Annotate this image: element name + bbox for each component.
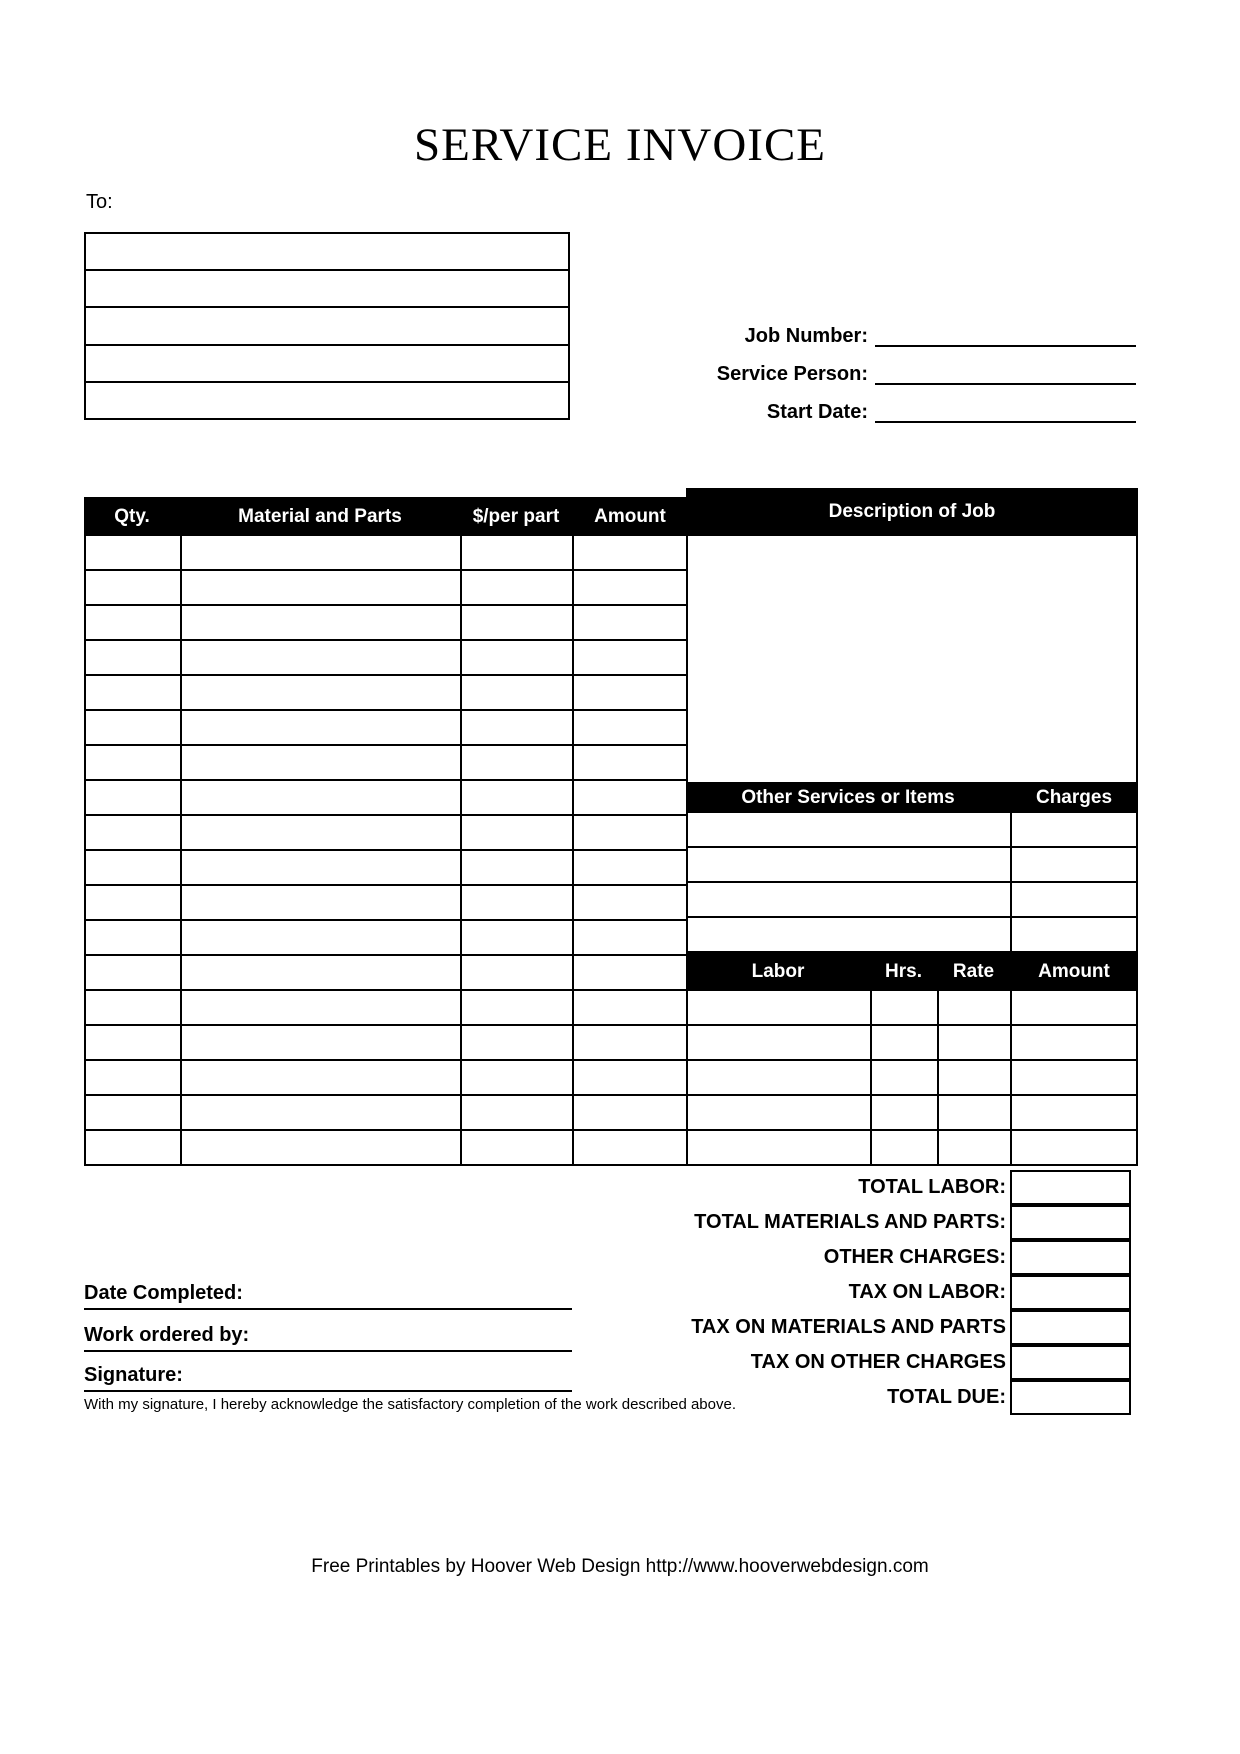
blank-cell xyxy=(180,886,460,919)
column-header-labor-amount: Amount xyxy=(1038,961,1110,982)
blank-cell xyxy=(180,1026,460,1059)
description-of-job-label: Description of Job xyxy=(828,501,996,522)
blank-row xyxy=(1010,1380,1131,1415)
blank-cell xyxy=(688,848,1010,881)
blank-cell xyxy=(870,1131,937,1164)
blank-row xyxy=(1010,1170,1131,1205)
start-date-field xyxy=(620,397,1136,423)
page-title: SERVICE INVOICE xyxy=(413,119,827,171)
blank-cell xyxy=(1010,1131,1136,1164)
blank-row xyxy=(86,814,686,849)
blank-cell xyxy=(180,641,460,674)
blank-cell xyxy=(572,956,686,989)
blank-cell xyxy=(180,991,460,1024)
blank-cell xyxy=(460,1061,572,1094)
blank-cell xyxy=(572,1061,686,1094)
blank-cell xyxy=(180,921,460,954)
blank-cell xyxy=(86,781,180,814)
total-materials-and-parts-label: TOTAL MATERIALS AND PARTS: xyxy=(694,1211,1006,1233)
blank-cell xyxy=(180,956,460,989)
service-person-field xyxy=(620,359,1136,385)
blank-cell xyxy=(86,816,180,849)
blank-row xyxy=(86,1129,686,1164)
blank-cell xyxy=(180,536,460,569)
blank-row xyxy=(688,1024,1136,1059)
blank-cell xyxy=(86,234,568,269)
blank-cell xyxy=(870,991,937,1024)
job-number-blank-line xyxy=(875,321,1136,347)
blank-row xyxy=(86,779,686,814)
blank-row xyxy=(1010,1345,1131,1380)
to-label: To: xyxy=(86,191,113,213)
blank-row xyxy=(86,269,568,306)
blank-cell xyxy=(86,383,568,418)
blank-row xyxy=(86,744,686,779)
signature-disclaimer: With my signature, I hereby acknowledge the satisfactory completion of the work described above. xyxy=(84,1396,736,1413)
blank-cell xyxy=(1010,1061,1136,1094)
blank-cell xyxy=(180,851,460,884)
other-services-header xyxy=(686,782,1138,813)
blank-cell xyxy=(180,816,460,849)
blank-row xyxy=(86,536,686,569)
blank-cell xyxy=(460,886,572,919)
blank-cell xyxy=(86,571,180,604)
materials-table-body xyxy=(84,536,688,1166)
blank-row xyxy=(86,1094,686,1129)
blank-cell xyxy=(572,781,686,814)
blank-cell xyxy=(86,536,180,569)
blank-cell xyxy=(572,746,686,779)
blank-cell xyxy=(937,1061,1010,1094)
blank-cell xyxy=(86,308,568,343)
column-header-material-and-parts: Material and Parts xyxy=(238,505,402,527)
blank-row xyxy=(688,991,1136,1024)
blank-cell xyxy=(460,956,572,989)
blank-cell xyxy=(86,711,180,744)
blank-cell xyxy=(688,1026,870,1059)
blank-row xyxy=(688,1094,1136,1129)
blank-cell xyxy=(937,1131,1010,1164)
blank-row xyxy=(86,989,686,1024)
blank-cell xyxy=(460,746,572,779)
other-services-items-label: Other Services or Items xyxy=(741,786,955,808)
blank-row xyxy=(86,639,686,674)
blank-cell xyxy=(688,1131,870,1164)
column-header-per-part: $/per part xyxy=(472,505,560,527)
blank-cell xyxy=(1010,918,1136,951)
blank-cell xyxy=(572,711,686,744)
blank-cell xyxy=(1010,813,1136,846)
blank-cell xyxy=(1012,1312,1129,1343)
column-header-rate: Rate xyxy=(952,961,995,982)
column-header-amount: Amount xyxy=(594,505,666,527)
blank-cell xyxy=(460,991,572,1024)
service-person-blank-line xyxy=(875,359,1136,385)
blank-cell xyxy=(688,883,1010,916)
work-ordered-by-field xyxy=(84,1324,572,1352)
blank-row xyxy=(86,954,686,989)
blank-cell xyxy=(937,1096,1010,1129)
blank-cell xyxy=(572,1131,686,1164)
blank-cell xyxy=(572,641,686,674)
tax-on-materials-and-parts-label: TAX ON MATERIALS AND PARTS xyxy=(691,1316,1006,1338)
blank-cell xyxy=(86,921,180,954)
blank-cell xyxy=(1012,1242,1129,1273)
blank-row xyxy=(86,674,686,709)
blank-cell xyxy=(572,1096,686,1129)
blank-cell xyxy=(688,918,1010,951)
column-header-qty: Qty. xyxy=(114,505,150,527)
labor-table-body xyxy=(686,991,1138,1166)
blank-cell xyxy=(1010,1096,1136,1129)
signature-label: Signature: xyxy=(84,1364,183,1386)
blank-row xyxy=(688,916,1136,951)
blank-row xyxy=(688,846,1136,881)
totals-labels xyxy=(500,1170,1006,1415)
description-of-job-header xyxy=(686,488,1138,536)
blank-row xyxy=(688,1059,1136,1094)
blank-cell xyxy=(572,571,686,604)
blank-row xyxy=(86,849,686,884)
blank-cell xyxy=(460,816,572,849)
blank-row xyxy=(1010,1205,1131,1240)
blank-cell xyxy=(688,1096,870,1129)
blank-row xyxy=(688,881,1136,916)
blank-cell xyxy=(460,641,572,674)
blank-cell xyxy=(572,606,686,639)
blank-row xyxy=(86,569,686,604)
blank-cell xyxy=(86,676,180,709)
blank-cell xyxy=(180,571,460,604)
blank-cell xyxy=(937,1026,1010,1059)
blank-cell xyxy=(688,813,1010,846)
blank-row xyxy=(1010,1275,1131,1310)
blank-cell xyxy=(688,991,870,1024)
blank-cell xyxy=(572,921,686,954)
labor-table-header xyxy=(686,953,1138,991)
blank-cell xyxy=(460,1026,572,1059)
blank-cell xyxy=(572,886,686,919)
blank-cell xyxy=(86,746,180,779)
blank-cell xyxy=(1010,848,1136,881)
blank-cell xyxy=(870,1026,937,1059)
blank-cell xyxy=(180,606,460,639)
blank-cell xyxy=(180,1131,460,1164)
blank-cell xyxy=(86,606,180,639)
blank-cell xyxy=(1012,1207,1129,1238)
to-address-box xyxy=(84,232,570,420)
blank-cell xyxy=(180,1096,460,1129)
blank-row xyxy=(688,1129,1136,1164)
blank-cell xyxy=(86,271,568,306)
blank-cell xyxy=(572,991,686,1024)
materials-table-header xyxy=(84,497,688,536)
other-services-table-body xyxy=(686,813,1138,953)
blank-cell xyxy=(870,1061,937,1094)
totals-value-boxes xyxy=(1010,1170,1131,1415)
blank-row xyxy=(86,604,686,639)
column-header-hrs: Hrs. xyxy=(885,961,922,982)
column-header-labor: Labor xyxy=(751,961,805,982)
blank-cell xyxy=(460,1131,572,1164)
blank-cell xyxy=(86,851,180,884)
blank-cell xyxy=(460,536,572,569)
blank-cell xyxy=(460,711,572,744)
blank-cell xyxy=(1012,1347,1129,1378)
blank-cell xyxy=(572,676,686,709)
blank-row xyxy=(86,306,568,343)
blank-cell xyxy=(180,1061,460,1094)
blank-cell xyxy=(572,851,686,884)
blank-cell xyxy=(937,991,1010,1024)
description-of-job-box xyxy=(686,536,1138,782)
blank-cell xyxy=(460,606,572,639)
date-completed-field xyxy=(84,1282,572,1310)
blank-row xyxy=(86,1024,686,1059)
total-due-label: TOTAL DUE: xyxy=(887,1386,1006,1408)
blank-row xyxy=(1010,1240,1131,1275)
blank-cell xyxy=(460,1096,572,1129)
blank-cell xyxy=(460,921,572,954)
blank-cell xyxy=(86,886,180,919)
blank-row xyxy=(86,381,568,418)
blank-row xyxy=(86,884,686,919)
blank-cell xyxy=(86,956,180,989)
blank-cell xyxy=(460,781,572,814)
blank-cell xyxy=(1010,883,1136,916)
blank-cell xyxy=(460,851,572,884)
tax-on-other-charges-label: TAX ON OTHER CHARGES xyxy=(750,1351,1006,1373)
footer-credit: Free Printables by Hoover Web Design http://www.hooverwebdesign.com xyxy=(311,1556,929,1577)
blank-row xyxy=(86,709,686,744)
blank-cell xyxy=(1012,1277,1129,1308)
job-number-label: Job Number: xyxy=(744,325,868,347)
blank-cell xyxy=(180,781,460,814)
start-date-label: Start Date: xyxy=(766,401,868,423)
charges-label: Charges xyxy=(1035,786,1113,808)
job-number-field xyxy=(620,321,1136,347)
work-ordered-by-label: Work ordered by: xyxy=(84,1324,250,1346)
blank-cell xyxy=(572,816,686,849)
blank-cell xyxy=(572,536,686,569)
blank-cell xyxy=(180,676,460,709)
blank-cell xyxy=(1010,1026,1136,1059)
blank-cell xyxy=(86,991,180,1024)
tax-on-labor-label: TAX ON LABOR: xyxy=(848,1281,1006,1303)
blank-cell xyxy=(1012,1172,1129,1203)
blank-cell xyxy=(86,1131,180,1164)
blank-cell xyxy=(1012,1382,1129,1413)
blank-row xyxy=(86,234,568,269)
blank-cell xyxy=(1010,991,1136,1024)
date-completed-label: Date Completed: xyxy=(84,1282,243,1304)
signature-field xyxy=(84,1364,572,1392)
blank-cell xyxy=(180,711,460,744)
start-date-blank-line xyxy=(875,397,1136,423)
blank-cell xyxy=(86,641,180,674)
blank-cell xyxy=(180,746,460,779)
blank-row xyxy=(1010,1310,1131,1345)
blank-cell xyxy=(572,1026,686,1059)
blank-cell xyxy=(86,1061,180,1094)
blank-cell xyxy=(688,1061,870,1094)
blank-cell xyxy=(460,571,572,604)
blank-row xyxy=(86,919,686,954)
other-charges-label: OTHER CHARGES: xyxy=(823,1246,1006,1268)
blank-cell xyxy=(460,676,572,709)
blank-cell xyxy=(870,1096,937,1129)
blank-row xyxy=(688,813,1136,846)
blank-row xyxy=(86,344,568,381)
blank-row xyxy=(86,1059,686,1094)
blank-cell xyxy=(86,1096,180,1129)
service-person-label: Service Person: xyxy=(716,363,868,385)
blank-cell xyxy=(86,346,568,381)
blank-cell xyxy=(86,1026,180,1059)
total-labor-label: TOTAL LABOR: xyxy=(858,1176,1006,1198)
